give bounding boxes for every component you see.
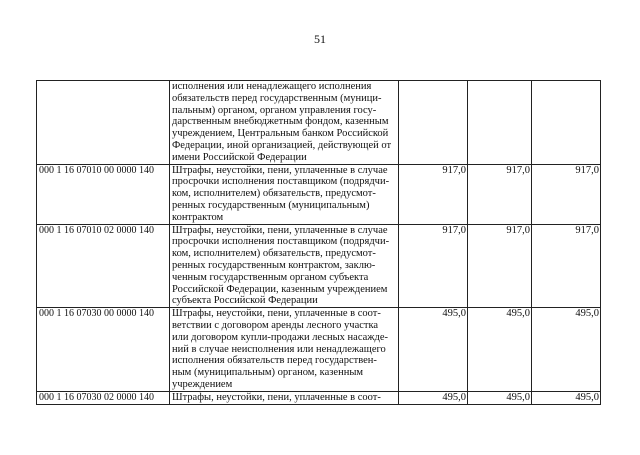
description-line: исполнения или ненадлежащего исполнения [172, 81, 372, 92]
description-line: Федерации, иной организацией, действующей от [172, 139, 392, 151]
budget-code-cell: 000 1 16 07030 00 0000 140 [37, 308, 170, 392]
description-line: просрочки исполнения поставщиком (подрядчи- [172, 236, 390, 248]
table-body [37, 81, 601, 405]
amount-cell: 495,0 [399, 308, 468, 392]
description-line: ченным государственным органом субъекта [172, 271, 369, 283]
amount-cell: 917,0 [399, 164, 468, 224]
table-row [37, 308, 601, 392]
description-cell [170, 308, 399, 392]
description-line: контрактом [172, 211, 224, 223]
amount-cell: 917,0 [532, 224, 601, 308]
description-cell [170, 224, 399, 308]
description-line: Российской Федерации, казенным учреждением [172, 283, 388, 295]
description-line: дарственным внебюджетным фондом, казенным [172, 116, 389, 128]
amount-cell: 917,0 [532, 164, 601, 224]
page-number: 51 [314, 32, 326, 46]
description-line: обязательств перед государственным (муници- [172, 92, 382, 104]
description-line: или договором купли-продажи лесных насажде- [172, 331, 389, 343]
amount-cell: 917,0 [468, 224, 532, 308]
budget-code-cell [37, 81, 170, 165]
table-row [37, 81, 601, 165]
description-line: ветствии с договором аренды лесного участка [172, 319, 379, 331]
budget-code-cell: 000 1 16 07010 02 0000 140 [37, 224, 170, 308]
amount-cell [399, 81, 468, 165]
description-line: ренных государственным контрактом, заклю- [172, 259, 376, 271]
description-line: просрочки исполнения поставщиком (подрядчи- [172, 176, 390, 188]
description-line: ний в случае неисполнения или ненадлежащего [172, 343, 386, 355]
description-line: Штрафы, неустойки, пени, уплаченные в случае [172, 164, 388, 176]
description-line: ком, исполнителем) обязательств, предусмот- [172, 248, 376, 260]
table-row [37, 164, 601, 224]
amount-cell: 917,0 [399, 224, 468, 308]
description-line: Штрафы, неустойки, пени, уплаченные в случае [172, 224, 388, 236]
description-cell [170, 81, 399, 165]
description-line: ренных государственным (муниципальным) [172, 199, 370, 211]
description-line: учреждением [172, 378, 233, 390]
description-line: субъекта Российской Федерации [172, 295, 318, 307]
description-line: пальным) органом, органом управления госу- [172, 104, 377, 116]
amount-cell: 495,0 [399, 391, 468, 404]
description-line: исполнения обязательств перед государствен- [172, 355, 377, 367]
description-line: Штрафы, неустойки, пени, уплаченные в соот- [172, 391, 381, 403]
amount-cell [468, 81, 532, 165]
amount-cell: 495,0 [532, 308, 601, 392]
amount-cell: 495,0 [532, 391, 601, 404]
description-cell [170, 164, 399, 224]
description-cell [170, 391, 399, 404]
amount-cell: 917,0 [468, 164, 532, 224]
budget-code-cell: 000 1 16 07030 02 0000 140 [37, 391, 170, 404]
amount-cell [532, 81, 601, 165]
description-line: учреждением, Центральным банком Российской [172, 128, 389, 140]
revenue-table [36, 80, 601, 405]
amount-cell: 495,0 [468, 308, 532, 392]
amount-cell: 495,0 [468, 391, 532, 404]
table-row [37, 391, 601, 404]
description-line: имени Российской Федерации [172, 151, 307, 163]
budget-code-cell: 000 1 16 07010 00 0000 140 [37, 164, 170, 224]
table-row [37, 224, 601, 308]
description-line: ком, исполнителем) обязательств, предусмот- [172, 188, 376, 200]
description-line: Штрафы, неустойки, пени, уплаченные в соот- [172, 308, 381, 320]
description-line: ным (муниципальным) органом, казенным [172, 367, 364, 379]
